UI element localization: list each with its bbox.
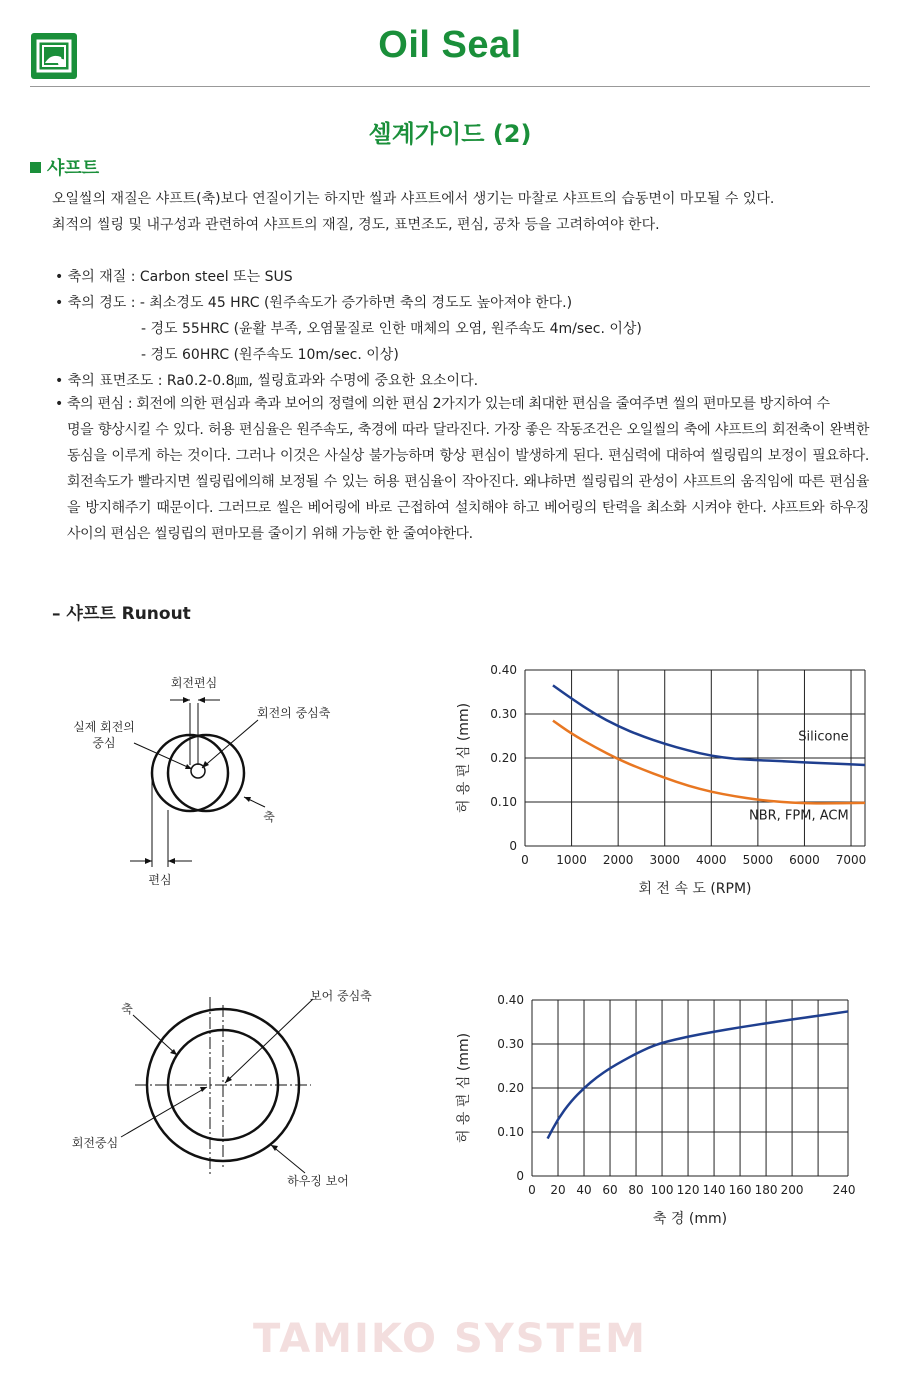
label-shaft-2: 축 xyxy=(121,1002,133,1016)
x-tick-label: 100 xyxy=(650,1183,674,1197)
series-label-2: NBR, FPM, ACM xyxy=(748,808,849,824)
intro-line-1: 오일씰의 재질은 샤프트(축)보다 연질이기는 하지만 씰과 샤프트에서 생기는 마찰로 샤프트의 습동면이 마모될 수 있다. xyxy=(52,191,775,207)
y-tick-label: 0.10 xyxy=(497,1125,524,1139)
label-actual-center-2: 중심 xyxy=(92,736,116,750)
y-axis-label: 허 용 편 심 (mm) xyxy=(456,702,472,814)
y-tick-label: 0.20 xyxy=(497,1081,524,1095)
x-tick-label: 6000 xyxy=(789,853,820,867)
label-rotation-center: 회전중심 xyxy=(71,1136,119,1150)
bullet-hardness-2: - 경도 55HRC (윤활 부족, 오염물질로 인한 매체의 오염, 원주속도 4m/sec. 이상) xyxy=(141,321,642,337)
x-tick-label: 4000 xyxy=(696,853,727,867)
x-tick-label: 180 xyxy=(754,1183,778,1197)
chart-runout-vs-diameter xyxy=(440,978,890,1243)
x-axis-label: 축 경 (mm) xyxy=(652,1211,728,1227)
bullet-eccentricity-body: 명을 향상시킬 수 있다. 허용 편심율은 원주속도, 축경에 따라 달라진다. 가장 좋은 작동조건은 오일씰의 축에 샤프트의 회전축이 완벽한 동심을 이루게 하는 것이다. 그러나 이것은 사실상 불가능하며 항상 편심이 발생하게 된다. 편심력에 대하여 씰링립의 보정이 필요하다. 회전속도가 빨라지면 씰링립에의해 보정될 수 있는 허용 편심율이 작아진다. 왜냐하면 씰링립의 관성이 샤프트의 움직임에 따른 편심율을 방지해주기 때문이다. 그러므로 씰은 베어링에 바로 근접하여 설치해야 하고 베어링의 탄력을 최소화 시켜야 한다. 샤프트와 하우징 사이의 편심은 씰링립의 편마모를 줄이기 위해 가능한 한 줄여야한다. xyxy=(67,422,869,542)
y-tick-label: 0.20 xyxy=(490,751,517,765)
watermark-text: TAMIKO SYSTEM xyxy=(253,1316,647,1362)
x-tick-label: 200 xyxy=(780,1183,804,1197)
x-tick-label: 120 xyxy=(676,1183,700,1197)
runout-title: – 샤프트 Runout xyxy=(52,604,191,624)
series-line-1 xyxy=(548,1011,848,1138)
x-axis-label: 회 전 속 도 (RPM) xyxy=(638,881,752,897)
x-tick-label: 40 xyxy=(576,1183,592,1197)
bullet-eccentricity-head: • 축의 편심 : 회전에 의한 편심과 축과 보어의 정렬에 의한 편심 2가지가 있는데 최대한 편심을 줄여주면 씰의 편마모를 방지하여 수 xyxy=(55,396,830,412)
label-rotational-eccentricity: 회전편심 xyxy=(170,676,218,690)
y-tick-label: 0 xyxy=(516,1169,524,1183)
series-label-1: Silicone xyxy=(798,729,849,745)
x-tick-label: 5000 xyxy=(742,853,774,867)
chart-runout-vs-rpm xyxy=(440,650,890,915)
x-tick-label: 3000 xyxy=(649,853,680,867)
label-bore-axis: 보어 중심축 xyxy=(310,989,372,1003)
header-divider xyxy=(30,86,870,87)
bullet-roughness: • 축의 표면조도 : Ra0.2-0.8㎛, 씰링효과와 수명에 중요한 요소이다. xyxy=(55,373,479,389)
y-tick-label: 0.40 xyxy=(497,993,524,1007)
y-tick-label: 0 xyxy=(509,839,517,853)
bullet-material: • 축의 재질 : Carbon steel 또는 SUS xyxy=(55,269,293,285)
y-tick-label: 0.40 xyxy=(490,663,517,677)
page-title: Oil Seal xyxy=(378,24,522,66)
intro-line-2: 최적의 씰링 및 내구성과 관련하여 샤프트의 재질, 경도, 표면조도, 편심, 공차 등을 고려하여야 한다. xyxy=(52,217,660,233)
x-tick-label: 0 xyxy=(528,1183,536,1197)
bullet-hardness-3: - 경도 60HRC (원주속도 10m/sec. 이상) xyxy=(141,347,399,363)
square-bullet-icon xyxy=(30,162,41,173)
label-shaft: 축 xyxy=(263,810,275,824)
x-tick-label: 20 xyxy=(550,1183,566,1197)
rotation-circle xyxy=(168,735,244,811)
series-line-1 xyxy=(553,685,865,765)
x-tick-label: 0 xyxy=(521,853,529,867)
label-actual-center-1: 실제 회전의 xyxy=(73,720,135,734)
x-tick-label: 80 xyxy=(628,1183,644,1197)
x-tick-label: 240 xyxy=(832,1183,856,1197)
bullet-hardness: • 축의 경도 : - 최소경도 45 HRC (원주속도가 증가하면 축의 경도도 높아져야 한다.) xyxy=(55,295,573,311)
label-eccentricity: 편심 xyxy=(148,873,172,887)
y-tick-label: 0.10 xyxy=(490,795,517,809)
section-heading xyxy=(30,154,99,180)
x-tick-label: 60 xyxy=(602,1183,618,1197)
section-title: 샤프트 xyxy=(47,158,100,179)
y-tick-label: 0.30 xyxy=(497,1037,524,1051)
bore-offset-diagram xyxy=(55,985,395,1200)
x-tick-label: 160 xyxy=(728,1183,752,1197)
x-tick-label: 140 xyxy=(702,1183,726,1197)
y-axis-label: 허 용 편 심 (mm) xyxy=(456,1032,472,1144)
watermark xyxy=(0,1316,900,1362)
label-housing-bore: 하우징 보어 xyxy=(287,1174,349,1188)
rotational-eccentricity-diagram xyxy=(40,665,370,895)
x-tick-label: 2000 xyxy=(602,853,634,867)
page-subtitle: 셀계가이드 (2) xyxy=(368,120,532,148)
y-tick-label: 0.30 xyxy=(490,707,517,721)
label-rotation-axis: 회전의 중심축 xyxy=(257,706,331,720)
x-tick-label: 1000 xyxy=(556,853,587,867)
x-tick-label: 7000 xyxy=(835,853,867,867)
